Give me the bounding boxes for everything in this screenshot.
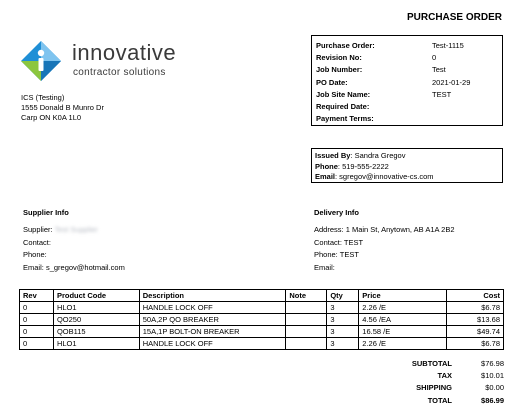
delivery-heading: Delivery Info [314, 208, 360, 217]
delivery-email-label: Email: [314, 263, 335, 273]
po-row [316, 39, 498, 51]
issued-email-line [315, 172, 499, 183]
col-price-header: Price [359, 290, 447, 302]
shipping-value: $0.00 [485, 383, 504, 393]
supplier-name-line [23, 224, 125, 237]
supplier-info [23, 207, 125, 275]
supplier-email-label: Email: [23, 263, 44, 273]
tax-value: $10.01 [481, 371, 504, 381]
line-items-table [19, 289, 504, 350]
subtotal-value: $76.98 [481, 358, 504, 368]
company-street: 1555 Donald B Munro Dr [21, 103, 104, 112]
delivery-phone-value: TEST [339, 250, 359, 260]
col-qty-header: Qty [327, 290, 359, 302]
cell-price: 16.58 /E [359, 326, 447, 338]
cell-code: HLO1 [53, 338, 139, 350]
po-value: 2021-01-29 [432, 77, 471, 87]
cell-price: 2.26 /E [359, 338, 447, 350]
po-value: 0 [432, 52, 437, 62]
total-value: $86.99 [481, 395, 504, 405]
cell-code: HLO1 [53, 302, 139, 314]
shipping-label: SHIPPING [416, 383, 452, 393]
issued-phone-line [315, 162, 499, 173]
subtotal-row [380, 357, 504, 369]
po-row [316, 64, 498, 76]
issued-email-value: : sgregov@innovative-cs.com [335, 172, 434, 181]
delivery-address-label: Address: [314, 224, 344, 234]
issued-email-label: Email [315, 172, 336, 181]
issued-phone-value: : 519-555-2222 [337, 161, 389, 171]
cell-cost: $13.68 [447, 314, 504, 326]
cell-note [286, 338, 327, 350]
cell-price: 2.26 /E [359, 302, 447, 314]
col-desc-header: Description [139, 290, 286, 302]
po-row [316, 51, 498, 63]
table-header-row [20, 290, 504, 302]
table-row [20, 314, 504, 326]
logo-mark-icon [20, 40, 62, 82]
company-name: ICS (Testing) [21, 93, 65, 102]
company-city: Carp ON K0A 1L0 [21, 113, 82, 122]
po-label: Job Site Name: [316, 89, 371, 99]
logo-name: innovative [72, 40, 177, 65]
supplier-phone-label: Phone: [23, 250, 47, 260]
supplier-heading: Supplier Info [23, 208, 69, 217]
supplier-email-value: s_gregov@hotmail.com [45, 263, 125, 273]
delivery-phone-label: Phone: [314, 250, 338, 260]
company-address [21, 93, 104, 123]
issued-by-line [315, 151, 499, 162]
delivery-info [314, 207, 455, 275]
supplier-email-line [23, 262, 125, 275]
po-value: Test-1115 [432, 40, 464, 50]
table-row [20, 302, 504, 314]
delivery-email-line [314, 262, 455, 275]
total-row [380, 394, 504, 406]
po-row [316, 100, 498, 112]
po-label: Required Date: [316, 102, 370, 112]
cell-qty: 3 [327, 326, 359, 338]
po-details-box [311, 35, 503, 126]
po-label: Purchase Order: [316, 40, 375, 50]
shipping-row [380, 382, 504, 394]
issued-by-value: : Sandra Gregov [350, 151, 406, 160]
cell-qty: 3 [327, 302, 359, 314]
cell-desc: HANDLE LOCK OFF [139, 338, 286, 350]
issued-by-label: Issued By [315, 151, 351, 160]
delivery-address-value: 1 Main St, Anytown, AB A1A 2B2 [345, 224, 455, 234]
tax-row [380, 369, 504, 381]
issued-by-box [311, 148, 503, 183]
po-row [316, 88, 498, 100]
delivery-contact-line [314, 237, 455, 250]
cell-desc: HANDLE LOCK OFF [139, 302, 286, 314]
delivery-phone-line [314, 249, 455, 262]
cell-note [286, 314, 327, 326]
issued-phone-label: Phone [315, 161, 338, 171]
po-label: Payment Terms: [316, 114, 374, 124]
po-value: TEST [432, 89, 452, 99]
supplier-phone-line [23, 249, 125, 262]
po-label: Revision No: [316, 52, 362, 62]
po-row [316, 76, 498, 88]
cell-rev: 0 [20, 302, 54, 314]
supplier-contact-label: Contact: [23, 237, 51, 247]
delivery-address-line [314, 224, 455, 237]
document-title: PURCHASE ORDER [406, 12, 502, 23]
cell-cost: $6.78 [447, 338, 504, 350]
table-row [20, 326, 504, 338]
col-note-header: Note [286, 290, 327, 302]
po-value: Test [432, 65, 446, 75]
cell-desc: 50A,2P QO BREAKER [139, 314, 286, 326]
totals-block [380, 357, 504, 407]
po-label: Job Number: [316, 65, 363, 75]
cell-price: 4.56 /EA [359, 314, 447, 326]
tax-label: TAX [437, 371, 452, 381]
total-label: TOTAL [427, 395, 452, 405]
subtotal-label: SUBTOTAL [411, 358, 452, 368]
cell-code: QOB115 [53, 326, 139, 338]
po-label: PO Date: [316, 77, 348, 87]
supplier-value: Test Supplier [54, 224, 98, 234]
cell-rev: 0 [20, 326, 54, 338]
col-cost-header: Cost [447, 290, 504, 302]
cell-note [286, 302, 327, 314]
cell-note [286, 326, 327, 338]
cell-qty: 3 [327, 314, 359, 326]
col-rev-header: Rev [20, 290, 54, 302]
cell-rev: 0 [20, 338, 54, 350]
supplier-contact-line [23, 237, 125, 250]
cell-code: QO250 [53, 314, 139, 326]
po-row [316, 113, 498, 125]
cell-cost: $49.74 [447, 326, 504, 338]
supplier-label: Supplier: [23, 224, 53, 234]
cell-qty: 3 [327, 338, 359, 350]
delivery-contact-label: Contact: [314, 237, 342, 247]
col-code-header: Product Code [53, 290, 139, 302]
company-logo [20, 40, 210, 82]
logo-tagline: contractor solutions [73, 67, 166, 78]
delivery-contact-value: TEST [343, 237, 364, 247]
cell-rev: 0 [20, 314, 54, 326]
cell-cost: $6.78 [447, 302, 504, 314]
table-row [20, 338, 504, 350]
cell-desc: 15A,1P BOLT-ON BREAKER [139, 326, 286, 338]
